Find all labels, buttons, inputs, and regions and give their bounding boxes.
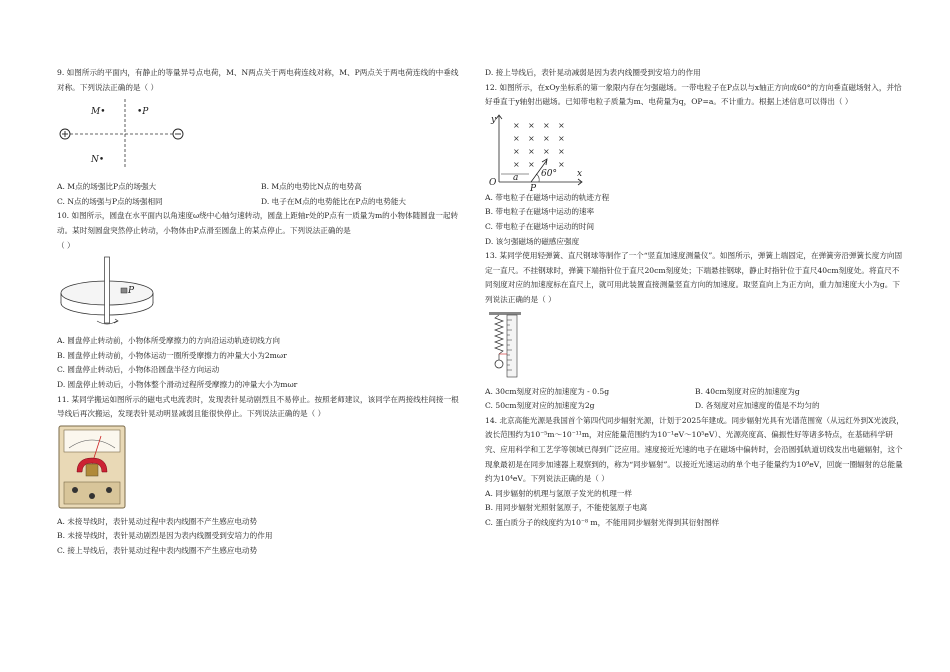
q13-option-d[interactable]: D. 各刻度对应加速度的值是不均匀的	[695, 401, 820, 411]
q12-option-d[interactable]: D. 该匀强磁场的磁感应强度	[485, 236, 580, 246]
label-x: x	[577, 168, 583, 179]
label-o: O	[489, 177, 497, 188]
q11-option-b[interactable]: B. 未接导线时，表针晃动剧烈是因为表内线圈受到安培力的作用	[57, 531, 273, 541]
q9-option-d[interactable]: D. 电子在M点的电势能比在P点的电势能大	[261, 196, 407, 206]
q11-option-c[interactable]: C. 接上导线后，表针晃动过程中表内线圈不产生感应电动势	[57, 545, 258, 555]
field-cross-icon: ×	[543, 146, 550, 156]
field-cross-icon: ×	[558, 120, 565, 130]
magnetic-field-diagram	[485, 112, 585, 194]
q9-option-c[interactable]: C. N点的场强与P点的场强相同	[57, 196, 163, 206]
q11-option-d[interactable]: D. 接上导线后，表针晃动减弱是因为表内线圈受到安培力的作用	[485, 68, 701, 77]
field-cross-icon: ×	[513, 146, 520, 156]
field-cross-icon: ×	[513, 133, 520, 143]
label-y: y	[491, 114, 497, 125]
q9-options-row2	[57, 195, 465, 210]
q14-option-a[interactable]: A. 同步辐射的机理与氢原子发光的机理一样	[485, 488, 632, 498]
rotation-axis	[105, 257, 110, 323]
ammeter-diagram	[57, 424, 129, 512]
q12-option-b[interactable]: B. 带电粒子在磁场中运动的速率	[485, 207, 595, 217]
field-cross-icon: ×	[528, 133, 535, 143]
q12-figure	[485, 112, 905, 194]
coil-icon	[86, 464, 98, 476]
q11-option-a[interactable]: A. 未接导线时，表针晃动过程中表内线圈不产生感应电动势	[57, 516, 258, 526]
q13-option-c[interactable]: C. 50cm刻度对应的加速度为2g	[485, 401, 595, 411]
q9-option-a[interactable]: A. M点的场强比P点的场强大	[57, 182, 157, 192]
field-cross-icon: ×	[528, 120, 535, 130]
steel-ball-icon	[495, 360, 503, 368]
spring-icon	[495, 315, 503, 354]
field-cross-icon: ×	[528, 159, 535, 169]
label-p: •P	[137, 107, 149, 118]
ceiling	[489, 312, 521, 315]
field-cross-icon: ×	[543, 133, 550, 143]
label-n: N•	[91, 155, 105, 166]
q9-stem: 9. 如图所示的平面内，有静止的等量异号点电荷，M、N两点关于两电荷连线对称，M、P两点关于两电荷连线的中垂线对称。下列说法正确的是（ ）	[57, 68, 459, 92]
field-cross-icon: ×	[513, 120, 520, 130]
q10-stem-tail: （ ）	[57, 240, 75, 250]
q10-stem: 10. 如图所示，圆盘在水平面内以角速度ω绕中心轴匀速转动，圆盘上距轴r处的P点有一质量为m的小物体随圆盘一起转动。某时刻圆盘突然停止转动，小物体由P点滑至圆盘上的某点停止。下列说法正确的是	[57, 211, 459, 235]
q12-stem: 12. 如图所示，在xOy坐标系的第一象限内存在匀强磁场。一带电粒子在P点以与x轴正方向成60°的方向垂直磁场射入，并恰好垂直于y轴射出磁场。已知带电粒子质量为m、电荷量为q，OP=a。不计重力。根据上述信息可以得出（ ）	[485, 82, 902, 107]
q13-option-b[interactable]: B. 40cm刻度对应的加速度为g	[695, 386, 800, 396]
terminal-icon	[72, 487, 78, 493]
q9-figure	[57, 97, 465, 177]
q13-stem: 13. 某同学使用轻弹簧、直尺钢球等制作了一个“竖直加速度测量仪”。如图所示，弹簧上端固定，在弹簧旁沿弹簧长度方向固定一直尺。不挂钢球时，弹簧下端指针位于直尺20cm刻度处；下端悬挂钢球，静止时指针位于直尺40cm刻度处。将直尺不同刻度对应的加速度标在直尺上，就可用此装置直接测量竖直方向的加速度。取竖直向上为正方向，重力加速度大小为g。下列说法正确的是（ ）	[485, 251, 903, 304]
small-object	[121, 288, 127, 293]
q11-stem: 11. 某同学搬运如图所示的磁电式电流表时，发现表针晃动剧烈且不易停止。按照老师建议，该同学在两接线柱间接一根导线后再次搬运，发现表针晃动明显减弱且能很快停止。下列说法正确的是（ ）	[57, 394, 459, 419]
q13-option-a[interactable]: A. 30cm刻度对应的加速度为 - 0.5g	[485, 386, 610, 396]
q10-option-c[interactable]: C. 圆盘停止转动后，小物体沿圆盘半径方向运动	[57, 365, 220, 375]
q14-option-c[interactable]: C. 蛋白质分子的线度约为10⁻⁸ m，不能用同步辐射光得到其衍射图样	[485, 517, 720, 527]
spring-ruler-diagram	[485, 310, 525, 382]
q12-option-a[interactable]: A. 带电粒子在磁场中运动的轨迹方程	[485, 192, 610, 202]
terminal-icon	[89, 493, 95, 499]
q13-figure	[485, 310, 905, 382]
ammeter-scale	[64, 430, 120, 452]
q14-stem: 14. 北京高能光源是我国首个第四代同步辐射光源，计划于2025年建成。同步辐射光具有光谱范围宽（从远红外到X光波段，波长范围约为10⁻⁵m～10⁻¹¹m，对应能量范围约为10⁻¹eV～10⁵eV）、光源亮度高、偏振性好等诸多特点，在基础科学研究、应用科学和工艺学等领域已得到广泛应用。速度接近光速的电子在磁场中偏转时，会沿圆弧轨道切线发出电磁辐射，这个现象最初是在同步加速器上观察到的，称为“同步辐射”。以接近光速运动的单个电子能量约为10⁹eV，回旋一圈辐射的总能量约为10⁴eV。下列说法正确的是（ ）	[485, 415, 904, 484]
charge-diagram	[57, 97, 197, 177]
field-cross-icon: ×	[558, 133, 565, 143]
label-angle: 60°	[541, 168, 557, 179]
field-cross-icon: ×	[513, 159, 520, 169]
label-p: P	[128, 286, 135, 297]
q13-options-row1	[485, 385, 905, 400]
left-column	[57, 66, 465, 559]
label-a: a	[513, 172, 519, 183]
q9-options-row1	[57, 180, 465, 195]
q11-figure	[57, 424, 465, 512]
field-cross-icon: ×	[528, 146, 535, 156]
q10-option-a[interactable]: A. 圆盘停止转动前，小物体所受摩擦力的方向沿运动轨迹切线方向	[57, 336, 280, 346]
q14-option-b[interactable]: B. 用同步辐射光照射氢原子，不能使氢原子电离	[485, 503, 648, 513]
field-cross-icon: ×	[558, 159, 565, 169]
ruler	[507, 315, 517, 377]
terminal-icon	[106, 487, 112, 493]
q13-options-row2	[485, 399, 905, 414]
q10-figure	[57, 255, 465, 331]
right-column	[485, 66, 905, 530]
q12-option-c[interactable]: C. 带电粒子在磁场中运动的时间	[485, 221, 595, 231]
rotating-disk-diagram	[57, 255, 207, 331]
q10-option-b[interactable]: B. 圆盘停止转动前，小物体运动一圈所受摩擦力的冲量大小为2mωr	[57, 350, 287, 360]
q10-option-d[interactable]: D. 圆盘停止转动后，小物体整个滑动过程所受摩擦力的冲量大小为mωr	[57, 379, 298, 389]
label-m: M•	[91, 107, 106, 118]
field-cross-icon: ×	[558, 146, 565, 156]
q9-option-b[interactable]: B. M点的电势比N点的电势高	[261, 182, 362, 192]
field-cross-icon: ×	[543, 120, 550, 130]
label-p: P	[530, 183, 537, 194]
